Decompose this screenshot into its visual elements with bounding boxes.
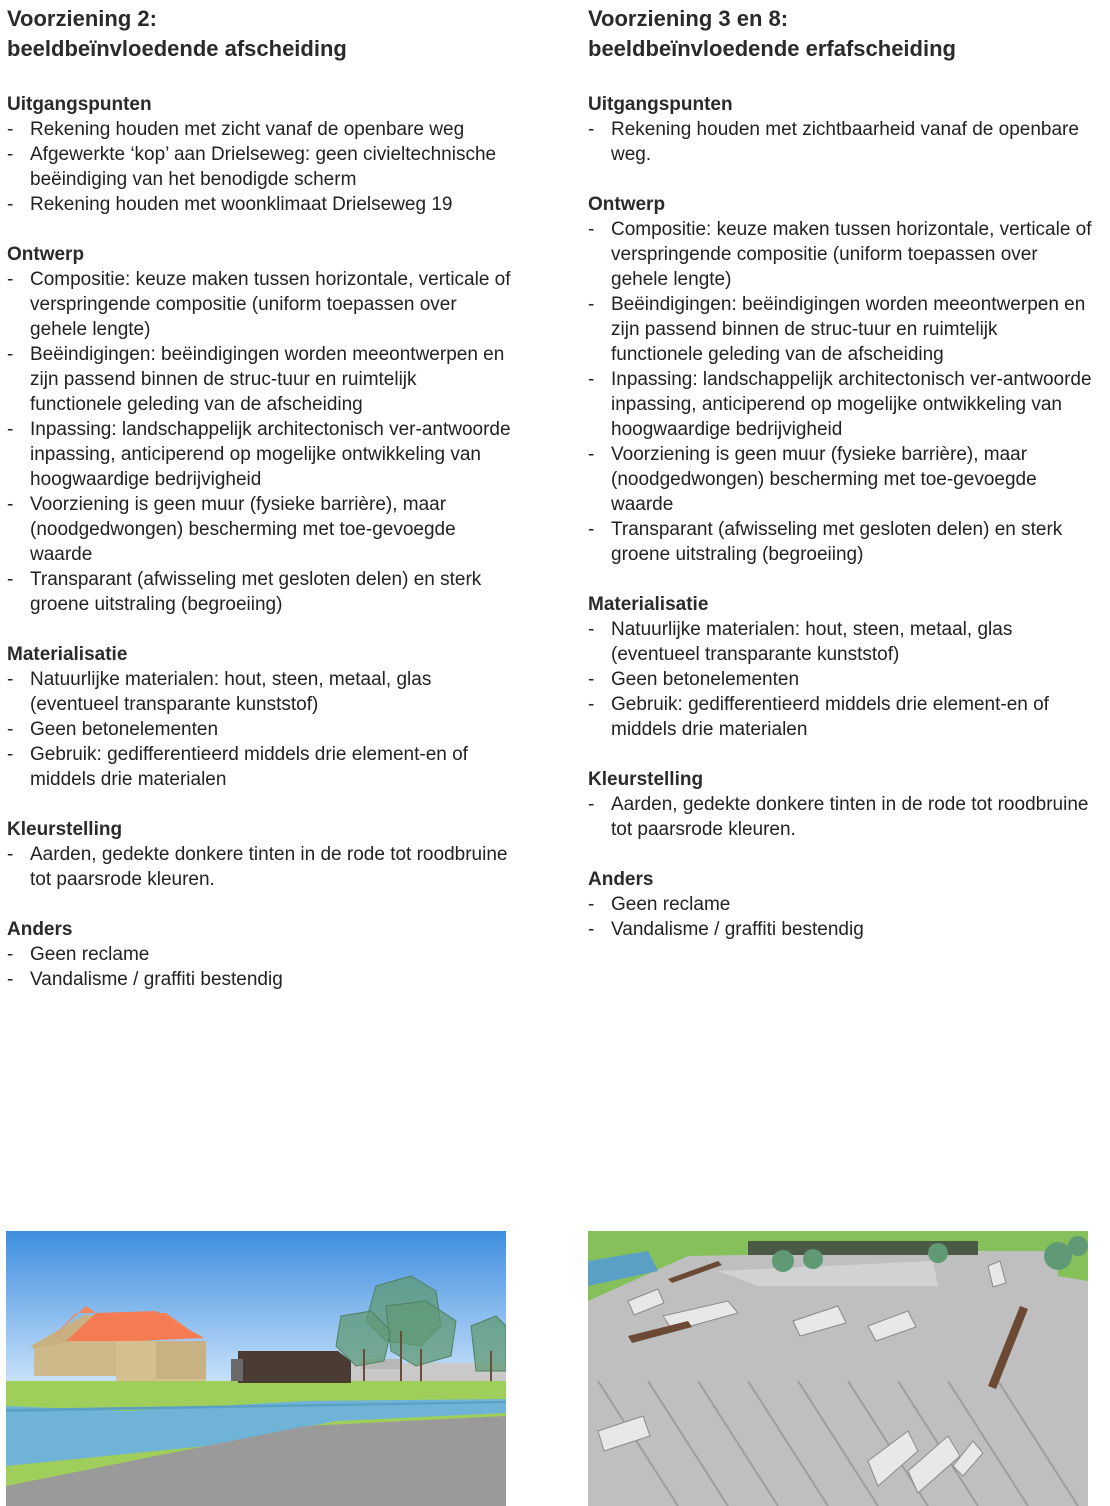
right-sections [588,92,1093,942]
section-heading: Ontwerp [7,244,85,265]
right-section-3 [588,767,1093,842]
right-section-0 [588,92,1093,167]
list-item: - Transparant (afwisseling met gesloten delen) en sterk groene uitstraling (begroeiing) [588,517,1093,567]
right-section-1 [588,192,1093,567]
list-item: - Natuurlijke materialen: hout, steen, metaal, glas (eventueel transparante kunststof) [7,667,512,717]
list-item: - Compositie: keuze maken tussen horizontale, verticale of verspringende compositie (uniform toepassen over gehele lengte) [7,267,512,342]
bullet-list [588,217,1093,567]
left-section-4 [7,917,512,992]
left-section-1 [7,242,512,617]
right-section-4 [588,867,1093,942]
right-section-2 [588,592,1093,742]
right-title [588,4,1093,64]
list-item: - Vandalisme / graffiti bestendig [7,967,512,992]
list-item: - Gebruik: gedifferentieerd middels drie element-en of middels drie materialen [7,742,512,792]
section-heading: Kleurstelling [588,769,704,790]
section-heading: Anders [588,869,654,890]
section-heading: Anders [7,919,73,940]
bullet-list [7,267,512,617]
list-item: - Voorziening is geen muur (fysieke barrière), maar (noodgedwongen) bescherming met toe-gevoegde waarde [588,442,1093,517]
bullet-list [588,792,1093,842]
right-title-line2: beeldbeïnvloedende erfafscheiding [588,36,956,61]
section-heading: Materialisatie [588,594,709,615]
section-heading: Materialisatie [7,644,128,665]
left-column [7,4,512,1017]
bullet-list [7,117,512,217]
section-heading: Ontwerp [588,194,666,215]
aerial-parking-render [588,1231,1088,1506]
list-item: - Compositie: keuze maken tussen horizontale, verticale of verspringende compositie (uniform toepassen over gehele lengte) [588,217,1093,292]
list-item: - Rekening houden met woonklimaat Drielseweg 19 [7,192,512,217]
list-item: - Beëindigingen: beëindigingen worden meeontwerpen en zijn passend binnen de struc-tuur en ruimtelijk functionele geleding van de afscheiding [588,292,1093,367]
list-item: - Natuurlijke materialen: hout, steen, metaal, glas (eventueel transparante kunststof) [588,617,1093,667]
right-column [588,4,1093,967]
left-title-line1: Voorziening 2: [7,6,157,31]
list-item: - Aarden, gedekte donkere tinten in de rode tot roodbruine tot paarsrode kleuren. [7,842,512,892]
list-item: - Transparant (afwisseling met gesloten delen) en sterk groene uitstraling (begroeiing) [7,567,512,617]
bullet-list [588,617,1093,742]
left-section-2 [7,642,512,792]
list-item: - Geen betonelementen [588,667,1093,692]
left-sections [7,92,512,992]
bullet-list [588,892,1093,942]
section-heading: Uitgangspunten [588,94,733,115]
list-item: - Geen betonelementen [7,717,512,742]
section-heading: Uitgangspunten [7,94,152,115]
left-title [7,4,512,64]
list-item: - Geen reclame [588,892,1093,917]
list-item: - Geen reclame [7,942,512,967]
bullet-list [7,842,512,892]
right-title-line1: Voorziening 3 en 8: [588,6,789,31]
street-view-render [6,1231,506,1506]
left-title-line2: beeldbeïnvloedende afscheiding [7,36,347,61]
list-item: - Voorziening is geen muur (fysieke barrière), maar (noodgedwongen) bescherming met toe-gevoegde waarde [7,492,512,567]
list-item: - Inpassing: landschappelijk architectonisch ver-antwoorde inpassing, anticiperend op mogelijke ontwikkeling van hoogwaardige bedrijvigheid [7,417,512,492]
list-item: - Aarden, gedekte donkere tinten in de rode tot roodbruine tot paarsrode kleuren. [588,792,1093,842]
left-section-3 [7,817,512,892]
list-item: - Beëindigingen: beëindigingen worden meeontwerpen en zijn passend binnen de struc-tuur en ruimtelijk functionele geleding van de afscheiding [7,342,512,417]
list-item: - Rekening houden met zicht vanaf de openbare weg [7,117,512,142]
list-item: - Gebruik: gedifferentieerd middels drie element-en of middels drie materialen [588,692,1093,742]
list-item: - Rekening houden met zichtbaarheid vanaf de openbare weg. [588,117,1093,167]
list-item: - Vandalisme / graffiti bestendig [588,917,1093,942]
section-heading: Kleurstelling [7,819,123,840]
bullet-list [7,667,512,792]
left-section-0 [7,92,512,217]
list-item: - Inpassing: landschappelijk architectonisch ver-antwoorde inpassing, anticiperend op mogelijke ontwikkeling van hoogwaardige bedrijvigheid [588,367,1093,442]
list-item: - Afgewerkte ‘kop’ aan Drielseweg: geen civieltechnische beëindiging van het benodigde scherm [7,142,512,192]
bullet-list [7,942,512,992]
bullet-list [588,117,1093,167]
